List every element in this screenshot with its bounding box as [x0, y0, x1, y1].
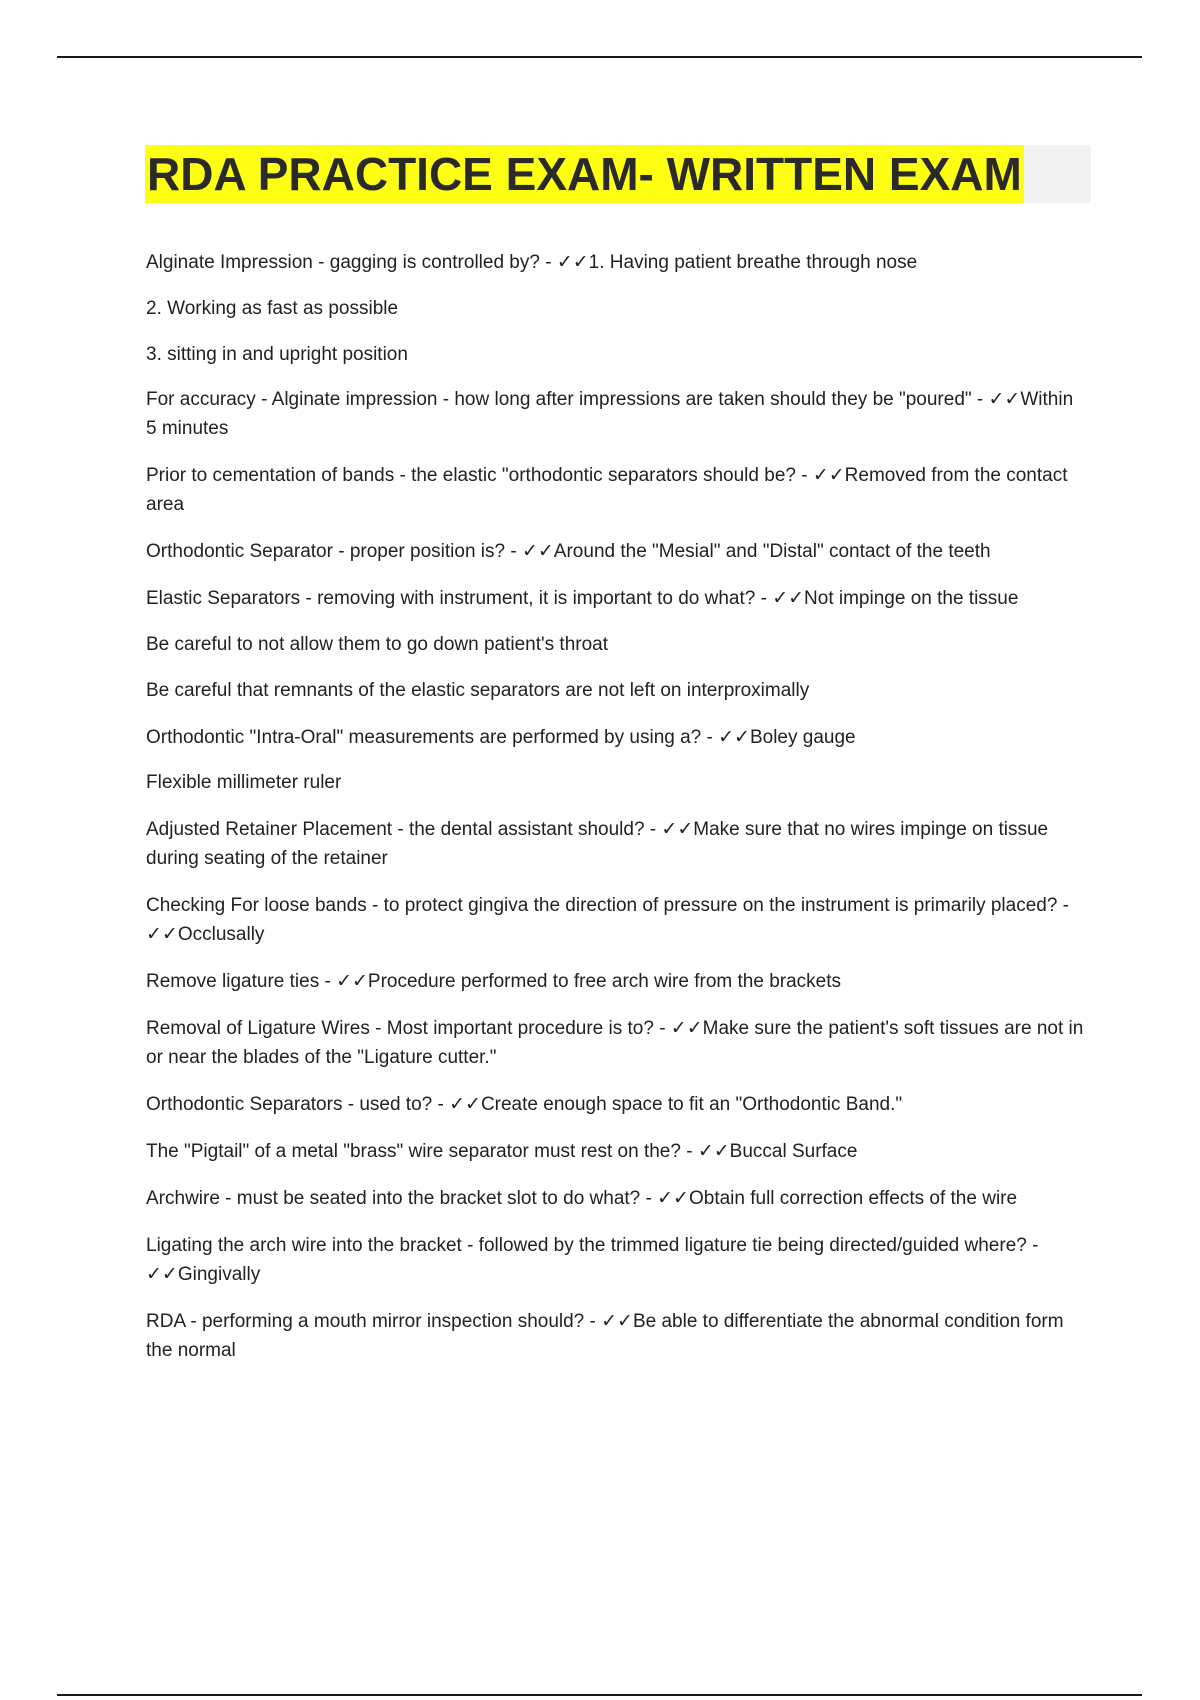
paragraph-15: Removal of Ligature Wires - Most important procedure is to? - ✓✓Make sure the patient's soft tissues are not in or near the blades of the "Ligature cutter.": [146, 1018, 1084, 1068]
paragraph-4: For accuracy - Alginate impression - how long after impressions are taken should they be "poured" - ✓✓Within 5 minutes: [146, 389, 1074, 439]
paragraph-5: Prior to cementation of bands - the elastic "orthodontic separators should be? - ✓✓Removed from the contact area: [146, 465, 1068, 515]
paragraph-9: Be careful that remnants of the elastic separators are not left on interproximally: [146, 680, 810, 701]
paragraph-12: Adjusted Retainer Placement - the dental assistant should? - ✓✓Make sure that no wires impinge on tissue during seating of the retainer: [146, 819, 1049, 869]
title-band: [145, 145, 1091, 203]
paragraph-20: RDA - performing a mouth mirror inspection should? - ✓✓Be able to differentiate the abnormal condition form the normal: [146, 1311, 1064, 1361]
paragraph-8: Be careful to not allow them to go down patient's throat: [146, 634, 609, 655]
exam-content: [146, 248, 1086, 1365]
paragraph-7: Elastic Separators - removing with instrument, it is important to do what? - ✓✓Not impinge on the tissue: [146, 588, 1019, 609]
paragraph-3: 3. sitting in and upright position: [146, 344, 408, 365]
paragraph-18: Archwire - must be seated into the bracket slot to do what? - ✓✓Obtain full correction effects of the wire: [146, 1188, 1018, 1209]
paragraph-19: Ligating the arch wire into the bracket - followed by the trimmed ligature tie being directed/guided where? - ✓✓Gingivally: [146, 1235, 1039, 1285]
paragraph-6: Orthodontic Separator - proper position is? - ✓✓Around the "Mesial" and "Distal" contact of the teeth: [146, 541, 991, 562]
paragraph-2: 2. Working as fast as possible: [146, 298, 399, 319]
paragraph-16: Orthodontic Separators - used to? - ✓✓Create enough space to fit an "Orthodontic Band.": [146, 1094, 903, 1115]
paragraph-10: Orthodontic "Intra-Oral" measurements are performed by using a? - ✓✓Boley gauge: [146, 727, 856, 748]
paragraph-11: Flexible millimeter ruler: [146, 772, 342, 793]
bottom-rule: [57, 1694, 1142, 1696]
paragraph-1: Alginate Impression - gagging is controlled by? - ✓✓1. Having patient breathe through nose: [146, 252, 918, 273]
paragraph-17: The "Pigtail" of a metal "brass" wire separator must rest on the? - ✓✓Buccal Surface: [146, 1141, 858, 1162]
page-title: RDA PRACTICE EXAM- WRITTEN EXAM: [145, 145, 1024, 203]
paragraph-14: Remove ligature ties - ✓✓Procedure performed to free arch wire from the brackets: [146, 971, 842, 992]
top-rule: [57, 56, 1142, 58]
paragraph-13: Checking For loose bands - to protect gingiva the direction of pressure on the instrument is primarily placed? - ✓✓Occlusally: [146, 895, 1070, 945]
